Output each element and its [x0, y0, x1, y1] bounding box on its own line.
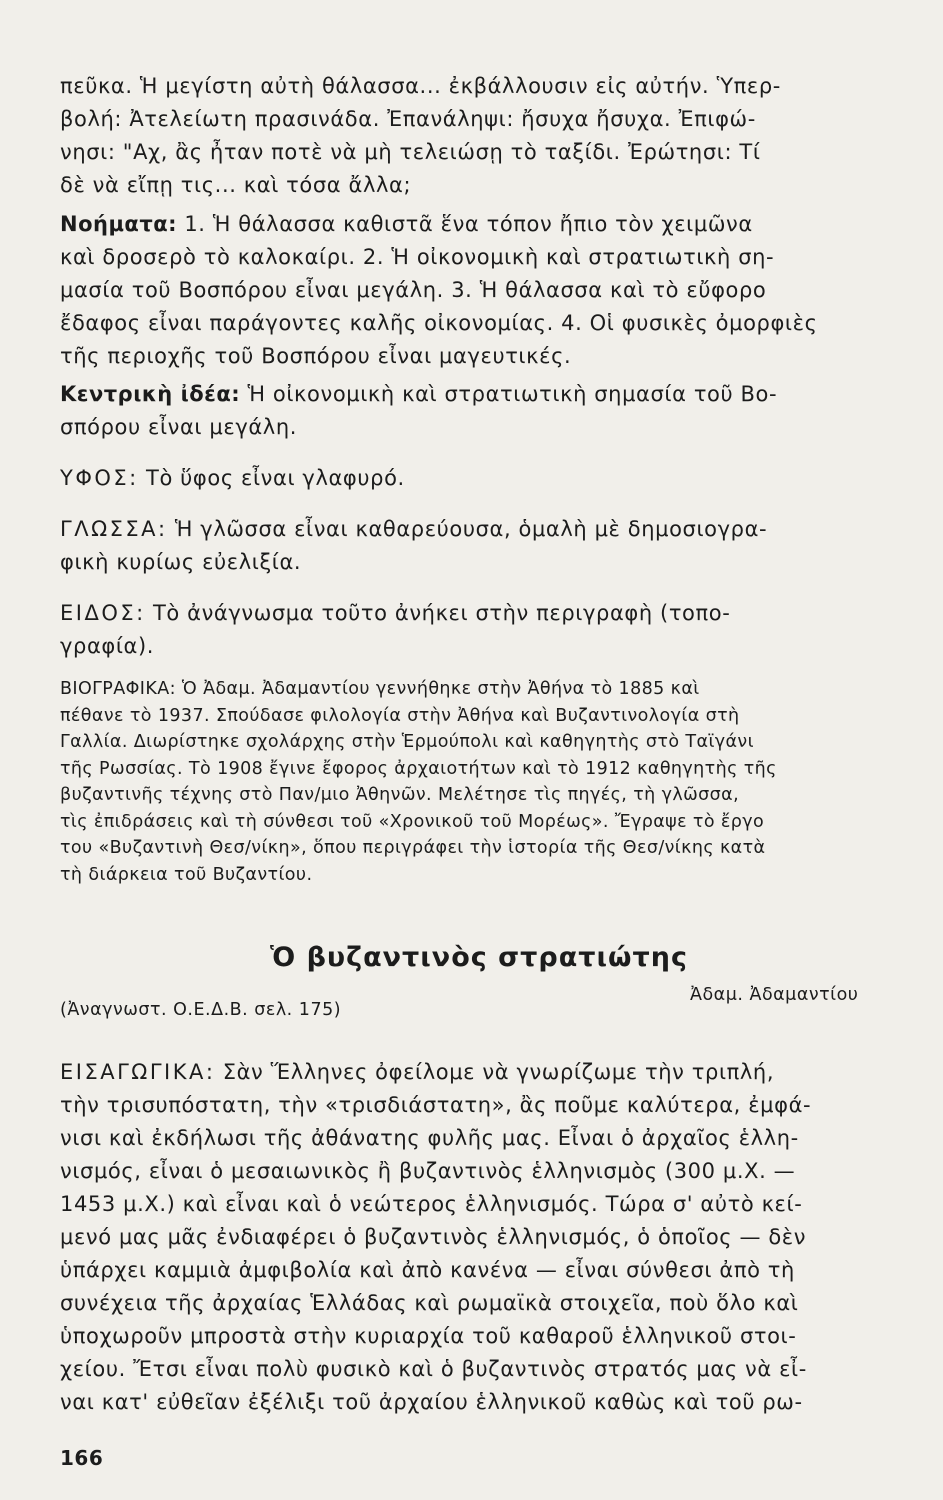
text-line: Σὰν Ἕλληνες ὀφείλομε νὰ γνωρίζωμε τὴν τριπλή, — [222, 1060, 775, 1084]
text-line: 1453 μ.Χ.) καὶ εἶναι καὶ ὁ νεώτερος ἑλληνισμός. Τώρα σ' αὐτὸ κεί- — [60, 1192, 803, 1216]
eisagogika-paragraph — [60, 1056, 900, 1419]
eisagogika-label: ΕΙΣΑΓΩΓΙΚΑ: — [60, 1060, 216, 1084]
text-line: συνέχεια τῆς ἀρχαίας Ἑλλάδας καὶ ρωμαϊκὰ στοιχεῖα, ποὺ ὅλο καὶ — [60, 1291, 799, 1315]
text-line: καὶ δροσερὸ τὸ καλοκαίρι. 2. Ἡ οἰκονομικὴ καὶ στρατιωτικὴ ση- — [60, 245, 775, 269]
text-line: τὴ διάρκεια τοῦ Βυζαντίου. — [60, 864, 313, 885]
eidos-paragraph — [60, 597, 900, 663]
text-line: του «Βυζαντινὴ Θεσ/νίκη», ὅπου περιγράφει τὴν ἱστορία τῆς Θεσ/νίκης κατὰ — [60, 838, 766, 858]
glossa-paragraph — [60, 513, 900, 579]
text-line: Ἡ οἰκονομικὴ καὶ στρατιωτικὴ σημασία τοῦ Βο- — [247, 382, 778, 406]
text-line: Γαλλία. Διωρίστηκε σχολάρχης στὴν Ἑρμούπολι καὶ καθηγητὴς στὸ Ταϊγάνι — [60, 732, 754, 752]
text-line: ἔδαφος εἶναι παράγοντες καλῆς οἰκονομίας. 4. Οἱ φυσικὲς ὀμορφιὲς — [60, 311, 818, 335]
text-line: ὑποχωροῦν μπροστὰ στὴν κυριαρχία τοῦ καθαροῦ ἑλληνικοῦ στοι- — [60, 1324, 797, 1348]
text-line: γραφία). — [60, 634, 155, 658]
text-line: τῆς περιοχῆς τοῦ Βοσπόρου εἶναι μαγευτικές. — [60, 344, 572, 368]
text-line: πεῦκα. Ἡ μεγίστη αὐτὴ θάλασσα... ἐκβάλλουσιν εἰς αὐτήν. Ὑπερ- — [60, 74, 781, 98]
biografika-paragraph — [60, 676, 900, 888]
text-line: φικὴ κυρίως εὐελιξία. — [60, 550, 302, 574]
text-line: Τὸ ἀνάγνωσμα τοῦτο ἀνήκει στὴν περιγραφὴ (τοπο- — [152, 601, 731, 625]
text-line: βυζαντινῆς τέχνης στὸ Παν/μιο Ἀθηνῶν. Μελέτησε τὶς πηγές, τὴ γλῶσσα, — [60, 785, 740, 805]
text-line: τὴν τρισυπόστατη, τὴν «τρισδιάστατη», ἂς ποῦμε καλύτερα, ἐμφά- — [60, 1093, 812, 1117]
page-number: 166 — [60, 1446, 104, 1470]
kentriki-idea-label: Κεντρικὴ ἰδέα: — [60, 382, 241, 406]
nohmata-label: Νοήματα: — [60, 212, 178, 236]
text-line: νισμός, εἶναι ὁ μεσαιωνικὸς ἢ βυζαντινὸς ἑλληνισμὸς (300 μ.Χ. — — [60, 1159, 796, 1183]
text-line: Τὸ ὕφος εἶναι γλαφυρό. — [146, 466, 405, 490]
text-line: δὲ νὰ εἴπῃ τις... καὶ τόσα ἄλλα; — [60, 173, 412, 197]
text-line: νισι καὶ ἐκδήλωσι τῆς ἀθάνατης φυλῆς μας. Εἶναι ὁ ἀρχαῖος ἑλλη- — [60, 1126, 799, 1150]
nohmata-paragraph — [60, 208, 900, 373]
text-line: νησι: "Αχ, ἂς ἦταν ποτὲ νὰ μὴ τελειώσῃ τὸ ταξίδι. Ἐρώτησι: Τί — [60, 140, 761, 164]
text-line: μασία τοῦ Βοσπόρου εἶναι μεγάλη. 3. Ἡ θάλασσα καὶ τὸ εὔφορο — [60, 278, 767, 302]
text-line: σπόρου εἶναι μεγάλη. — [60, 415, 298, 439]
text-line: 1. Ἡ θάλασσα καθιστᾶ ἕνα τόπον ἤπιο τὸν χειμῶνα — [184, 212, 753, 236]
text-line: βολή: Ἀτελείωτη πρασινάδα. Ἐπανάληψι: ἤσυχα ἤσυχα. Ἐπιφώ- — [60, 107, 756, 131]
eidos-label: ΕΙΔΟΣ: — [60, 601, 146, 625]
section-author: Ἀδαμ. Ἀδαμαντίου — [690, 985, 859, 1005]
glossa-label: ΓΛΩΣΣΑ: — [60, 517, 168, 541]
text-line: μενό μας μᾶς ἐνδιαφέρει ὁ βυζαντινὸς ἑλληνισμός, ὁ ὁποῖος — δὲν — [60, 1225, 807, 1249]
yfos-paragraph — [60, 462, 900, 495]
text-line: ὑπάρχει καμμιὰ ἀμφιβολία καὶ ἀπὸ κανένα — εἶναι σύνθεσι ἀπὸ τὴ — [60, 1258, 795, 1282]
text-line: τὶς ἐπιδράσεις καὶ τὴ σύνθεσι τοῦ «Χρονικοῦ τοῦ Μορέως». Ἔγραψε τὸ ἔργο — [60, 811, 765, 832]
text-line: Ὁ Ἀδαμ. Ἀδαμαντίου γεννήθηκε στὴν Ἀθήνα τὸ 1885 καὶ — [181, 679, 700, 699]
text-line: πέθανε τὸ 1937. Σπούδασε φιλολογία στὴν Ἀθήνα καὶ Βυζαντινολογία στὴ — [60, 705, 740, 726]
text-line: τῆς Ρωσσίας. Τὸ 1908 ἔγινε ἔφορος ἀρχαιοτήτων καὶ τὸ 1912 καθηγητὴς τῆς — [60, 758, 777, 779]
biografika-label: ΒΙΟΓΡΑΦΙΚΑ: — [60, 679, 176, 699]
yfos-label: ΥΦΟΣ: — [60, 466, 139, 490]
section-source: (Ἀναγνωστ. Ο.Ε.Δ.Β. σελ. 175) — [60, 1000, 342, 1020]
section-title: Ὁ βυζαντινὸς στρατιώτης — [270, 942, 688, 973]
text-line: Ἡ γλῶσσα εἶναι καθαρεύουσα, ὁμαλὴ μὲ δημοσιογρα- — [174, 517, 768, 541]
text-line: χείου. Ἔτσι εἶναι πολὺ φυσικὸ καὶ ὁ βυζαντινὸς στρατός μας νὰ εἶ- — [60, 1357, 807, 1381]
text-line: ναι κατ' εὐθεῖαν ἐξέλιξι τοῦ ἀρχαίου ἑλληνικοῦ καθὼς καὶ τοῦ ρω- — [60, 1390, 803, 1414]
kentriki-idea-paragraph — [60, 378, 900, 444]
intro-paragraph — [60, 70, 900, 202]
